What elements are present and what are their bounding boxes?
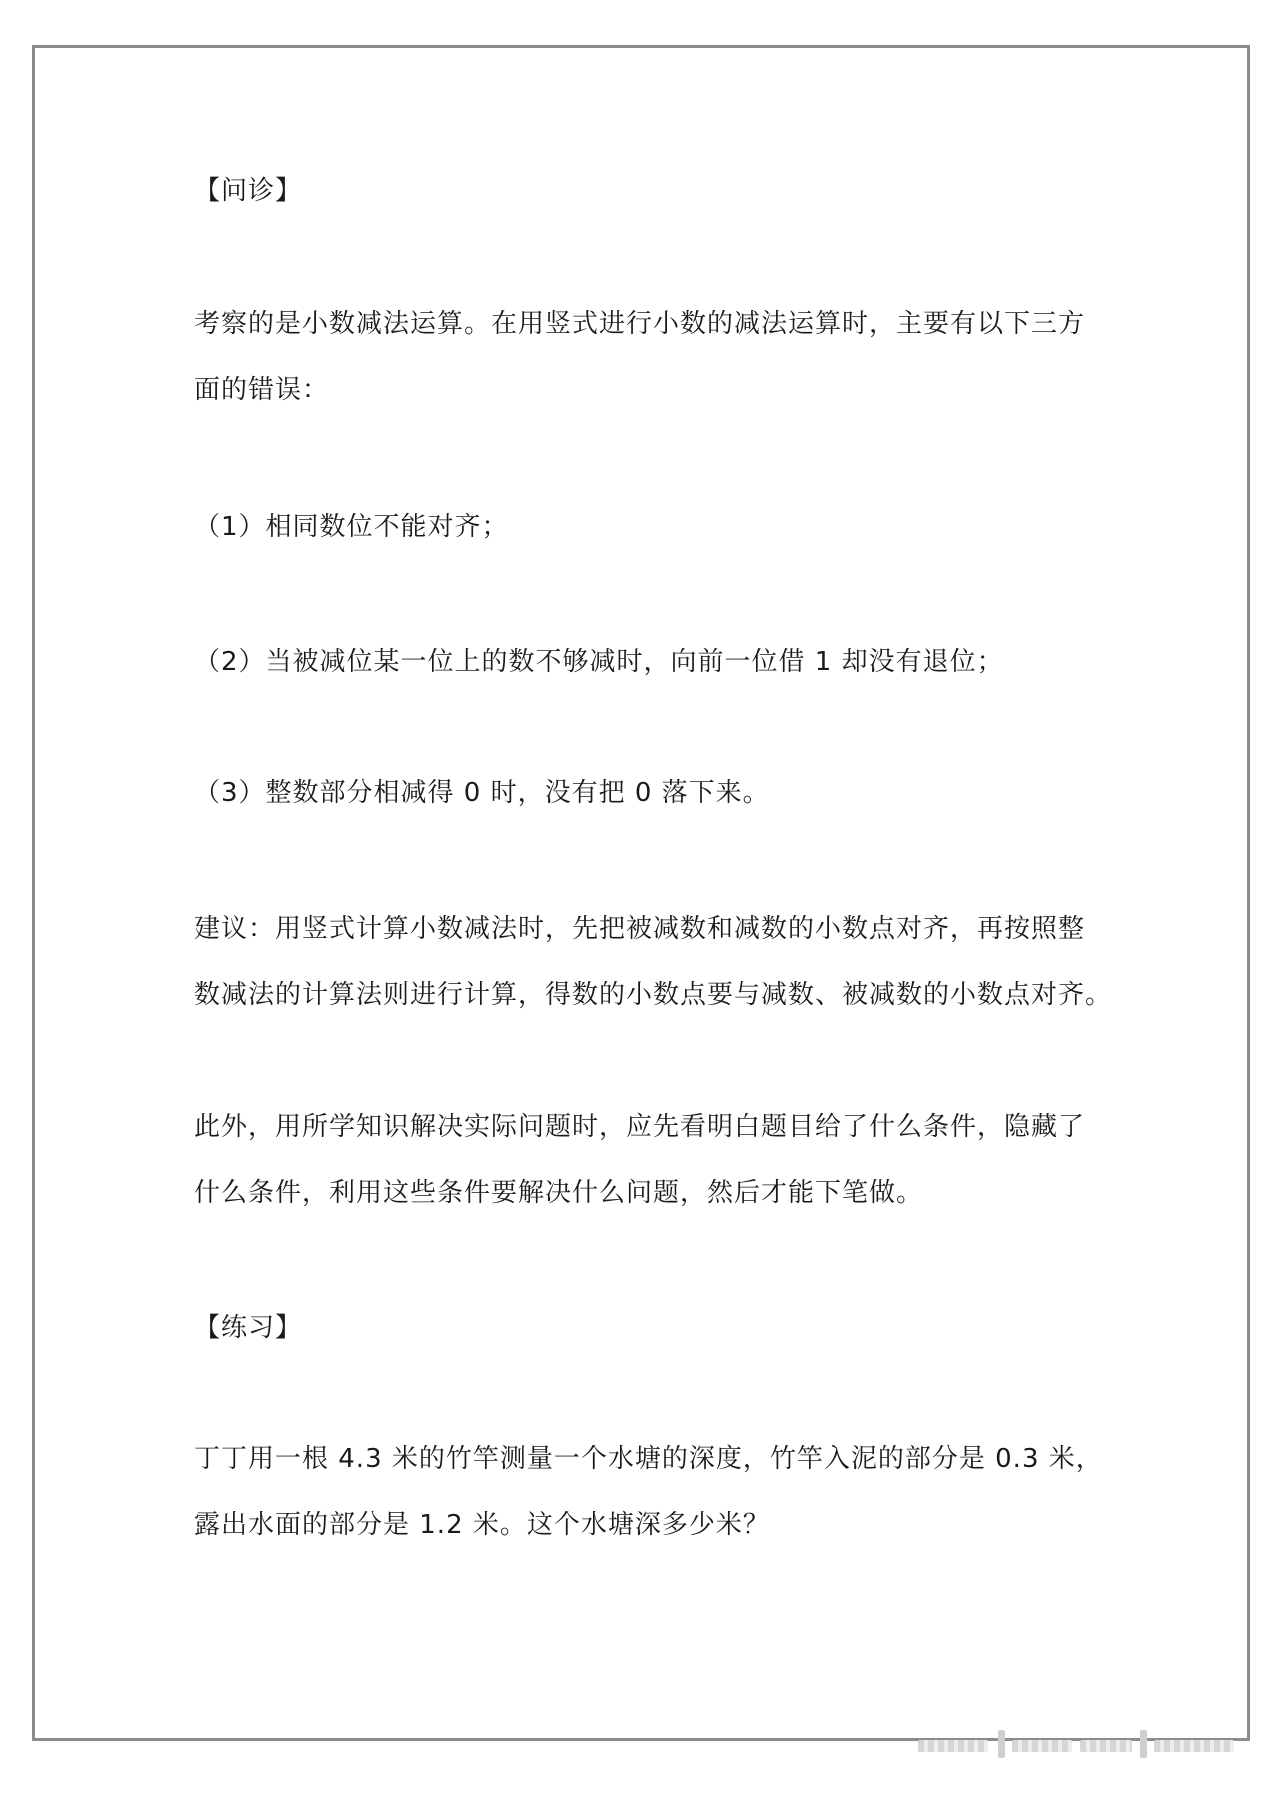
watermark-bar (1140, 1730, 1147, 1758)
error-item-text: （3）整数部分相减得 0 时，没有把 0 落下来。 (194, 778, 770, 808)
paragraph-line: 露出水面的部分是 1.2 米。这个水塘深多少米？ (194, 1510, 770, 1540)
error-item-3 (194, 760, 1094, 826)
section-heading-practice (194, 1295, 1094, 1361)
paragraph-line: 考察的是小数减法运算。在用竖式进行小数的减法运算时，主要有以下三方 (194, 309, 1086, 339)
heading-text: 【问诊】 (194, 176, 303, 206)
paragraph-line: 什么条件，利用这些条件要解决什么问题，然后才能下笔做。 (194, 1178, 924, 1208)
footer-watermark-marks (918, 1722, 1248, 1762)
heading-text: 【练习】 (194, 1313, 303, 1343)
watermark-strip (1154, 1740, 1234, 1752)
watermark-bar (998, 1730, 1005, 1758)
extra-paragraph (194, 1094, 1094, 1226)
paragraph-line: 建议：用竖式计算小数减法时，先把被减数和减数的小数点对齐，再按照整 (194, 914, 1086, 944)
advice-paragraph (194, 896, 1113, 1028)
intro-paragraph (194, 291, 1094, 423)
paragraph-line: 此外，用所学知识解决实际问题时，应先看明白题目给了什么条件，隐藏了 (194, 1112, 1086, 1142)
error-item-text: （1）相同数位不能对齐； (194, 512, 509, 542)
watermark-strip (1080, 1740, 1132, 1752)
error-item-2 (194, 629, 1094, 695)
error-item-1 (194, 494, 1094, 560)
paragraph-line: 面的错误： (194, 375, 330, 405)
watermark-strip (918, 1740, 988, 1752)
watermark-strip (1012, 1740, 1072, 1752)
error-item-text: （2）当被减位某一位上的数不够减时，向前一位借 1 却没有退位； (194, 647, 1004, 677)
paragraph-line: 丁丁用一根 4.3 米的竹竿测量一个水塘的深度，竹竿入泥的部分是 0.3 米， (194, 1444, 1103, 1474)
paragraph-line: 数减法的计算法则进行计算，得数的小数点要与减数、被减数的小数点对齐。 (194, 980, 1113, 1010)
section-heading-diagnosis (194, 158, 1094, 224)
exercise-paragraph (194, 1426, 1103, 1558)
